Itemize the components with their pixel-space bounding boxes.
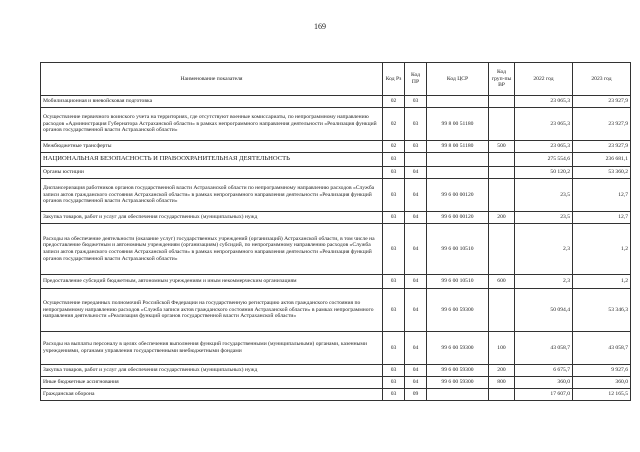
row-2023: 360,0 xyxy=(573,377,631,389)
row-rz: 03 xyxy=(383,153,405,167)
header-pr: Код ПР xyxy=(405,63,427,96)
table-row xyxy=(41,224,631,275)
row-rz: 03 xyxy=(383,167,405,179)
table-row xyxy=(41,212,631,224)
row-2023: 12,7 xyxy=(573,212,631,224)
table-row xyxy=(41,289,631,332)
row-name: Иные бюджетные ассигнования xyxy=(41,377,383,389)
row-rz: 02 xyxy=(383,96,405,108)
row-2022: 2,3 xyxy=(515,275,573,289)
row-pr: 04 xyxy=(405,224,427,275)
row-vr xyxy=(489,289,515,332)
row-pr: 03 xyxy=(405,141,427,153)
row-2023: 12,7 xyxy=(573,179,631,212)
row-rz: 03 xyxy=(383,332,405,365)
row-2022: 2,3 xyxy=(515,224,573,275)
row-name: Диспансеризация работников органов государственной власти Астраханской области по непрограммному направлению расходов «Служба записи актов гражданского состояния Астраханской области» в рамках непрограммного направления деятельности «Реализация функций органов государственной власти Астраханской области» xyxy=(41,179,383,212)
row-2022: 275 554,6 xyxy=(515,153,573,167)
table-row xyxy=(41,179,631,212)
table-row xyxy=(41,389,631,401)
row-name: Органы юстиции xyxy=(41,167,383,179)
row-vr xyxy=(489,179,515,212)
row-rz: 03 xyxy=(383,275,405,289)
row-2022: 50 094,4 xyxy=(515,289,573,332)
row-2023: 43 058,7 xyxy=(573,332,631,365)
row-2023: 23 927,9 xyxy=(573,108,631,141)
row-2023: 53 346,3 xyxy=(573,289,631,332)
row-vr: 200 xyxy=(489,212,515,224)
row-2023: 23 927,9 xyxy=(573,141,631,153)
row-pr: 04 xyxy=(405,332,427,365)
table-row xyxy=(41,275,631,289)
row-pr: 04 xyxy=(405,275,427,289)
row-2023: 12 165,5 xyxy=(573,389,631,401)
row-rz: 03 xyxy=(383,179,405,212)
row-2023: 23 927,9 xyxy=(573,96,631,108)
row-csr xyxy=(427,389,489,401)
row-csr: 99 6 00 00120 xyxy=(427,212,489,224)
row-pr: 04 xyxy=(405,167,427,179)
row-2022: 23 065,3 xyxy=(515,96,573,108)
row-csr xyxy=(427,167,489,179)
table-row xyxy=(41,96,631,108)
row-csr: 99 8 00 51180 xyxy=(427,108,489,141)
table-row xyxy=(41,365,631,377)
row-vr: 100 xyxy=(489,332,515,365)
row-vr xyxy=(489,96,515,108)
row-2022: 23 065,3 xyxy=(515,108,573,141)
row-name: Расходы на обеспечение деятельности (оказание услуг) государственных учреждений (организаций) Астраханской области, в том числе на предоставление бюджетным и автономным учреждениям (организациям) субсидий, по непрограммному направлению расходов «Служба записи актов гражданского состояния Астраханской области» в рамках непрограммного направления деятельности «Реализация функций органов государственной власти Астраханской области» xyxy=(41,224,383,275)
row-2023: 53 360,2 xyxy=(573,167,631,179)
row-2022: 43 058,7 xyxy=(515,332,573,365)
row-vr: 800 xyxy=(489,377,515,389)
row-2022: 17 607,0 xyxy=(515,389,573,401)
row-rz: 02 xyxy=(383,108,405,141)
row-pr xyxy=(405,153,427,167)
row-csr: 99 6 00 59300 xyxy=(427,289,489,332)
table-header-row xyxy=(41,63,631,96)
row-name: Осуществление переданных полномочий Российской Федерации на государственную регистрацию актов гражданского состояния по непрограммному направлению расходов «Служба записи актов гражданского состояния Астраханской области» в рамках непрограммного направления деятельности «Реализация функций органов государственной власти Астраханской области» xyxy=(41,289,383,332)
row-name: Межбюджетные трансферты xyxy=(41,141,383,153)
row-name: Расходы на выплаты персоналу в целях обеспечения выполнения функций государственными (муниципальными) органами, казенными учреждениями, органами управления государственными внебюджетными фондами xyxy=(41,332,383,365)
row-csr: 99 6 00 10510 xyxy=(427,275,489,289)
row-pr: 04 xyxy=(405,179,427,212)
row-pr: 03 xyxy=(405,96,427,108)
row-vr xyxy=(489,108,515,141)
row-2023: 9 927,6 xyxy=(573,365,631,377)
row-2022: 360,0 xyxy=(515,377,573,389)
row-2023: 236 681,1 xyxy=(573,153,631,167)
row-rz: 03 xyxy=(383,212,405,224)
row-name: Мобилизационная и вневойсковая подготовка xyxy=(41,96,383,108)
row-pr: 04 xyxy=(405,212,427,224)
row-csr xyxy=(427,96,489,108)
table-row xyxy=(41,108,631,141)
header-2023: 2023 год xyxy=(573,63,631,96)
header-rz: Код Рз xyxy=(383,63,405,96)
table-row xyxy=(41,167,631,179)
row-name: Предоставление субсидий бюджетным, автономным учреждениям и иным некоммерческим организациям xyxy=(41,275,383,289)
row-vr: 600 xyxy=(489,275,515,289)
row-rz: 02 xyxy=(383,141,405,153)
row-rz: 03 xyxy=(383,224,405,275)
row-rz: 03 xyxy=(383,377,405,389)
row-csr: 99 6 00 59300 xyxy=(427,332,489,365)
row-2022: 23,5 xyxy=(515,179,573,212)
row-2022: 50 120,2 xyxy=(515,167,573,179)
row-pr: 04 xyxy=(405,365,427,377)
row-rz: 03 xyxy=(383,365,405,377)
row-csr: 99 6 00 59300 xyxy=(427,377,489,389)
row-2022: 23,5 xyxy=(515,212,573,224)
row-pr: 03 xyxy=(405,108,427,141)
row-csr: 99 6 00 10510 xyxy=(427,224,489,275)
row-rz: 03 xyxy=(383,389,405,401)
row-vr: 200 xyxy=(489,365,515,377)
row-name: Закупка товаров, работ и услуг для обеспечения государственных (муниципальных) нужд xyxy=(41,212,383,224)
header-vr: Код груп-пы ВР xyxy=(489,63,515,96)
row-2023: 1,2 xyxy=(573,275,631,289)
row-name: НАЦИОНАЛЬНАЯ БЕЗОПАСНОСТЬ И ПРАВООХРАНИТЕЛЬНАЯ ДЕЯТЕЛЬНОСТЬ xyxy=(41,153,383,167)
table-row xyxy=(41,377,631,389)
row-pr: 04 xyxy=(405,377,427,389)
row-2022: 23 065,3 xyxy=(515,141,573,153)
row-csr: 99 8 00 51180 xyxy=(427,141,489,153)
page-number: 169 xyxy=(314,22,326,31)
table-row xyxy=(41,141,631,153)
header-csr: Код ЦСР xyxy=(427,63,489,96)
row-csr: 99 6 00 59300 xyxy=(427,365,489,377)
table-row xyxy=(41,153,631,167)
row-rz: 03 xyxy=(383,289,405,332)
table-row xyxy=(41,332,631,365)
row-vr xyxy=(489,153,515,167)
row-csr xyxy=(427,153,489,167)
row-pr: 04 xyxy=(405,289,427,332)
budget-table xyxy=(40,62,631,401)
row-vr: 500 xyxy=(489,141,515,153)
row-vr xyxy=(489,224,515,275)
row-2022: 6 675,7 xyxy=(515,365,573,377)
row-vr xyxy=(489,389,515,401)
row-name: Закупка товаров, работ и услуг для обеспечения государственных (муниципальных) нужд xyxy=(41,365,383,377)
row-name: Гражданская оборона xyxy=(41,389,383,401)
header-name: Наименование показателя xyxy=(41,63,383,96)
row-name: Осуществление первичного воинского учета на территориях, где отсутствуют военные комиссариаты, по непрограммному направлению расходов «Администрация Губернатора Астраханской области» в рамках непрограммного направления деятельности «Реализация функций органов государственной власти Астраханской области» xyxy=(41,108,383,141)
row-pr: 09 xyxy=(405,389,427,401)
header-2022: 2022 год xyxy=(515,63,573,96)
row-vr xyxy=(489,167,515,179)
row-2023: 1,2 xyxy=(573,224,631,275)
row-csr: 99 6 00 00120 xyxy=(427,179,489,212)
